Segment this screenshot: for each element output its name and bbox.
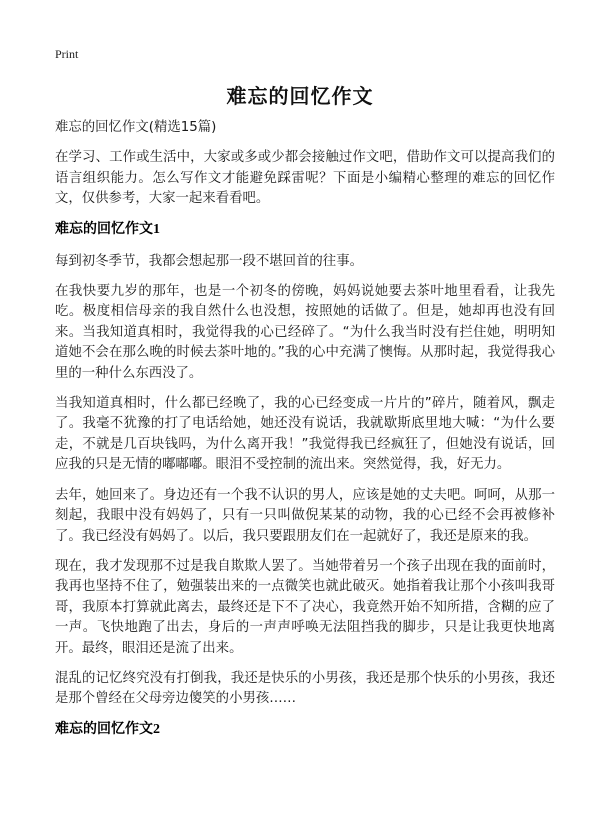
print-label[interactable]: Print — [55, 47, 79, 61]
intro-paragraph: 在学习、工作或生活中，大家或多或少都会接触过作文吧，借助作文可以提高我们的语言组织能力。怎么写作文才能避免踩雷呢？下面是小编精心整理的难忘的回忆作文，仅供参考，大家一起来看看吧。 — [55, 150, 555, 207]
paragraph: 每到初冬季节，我都会想起那一段不堪回首的往事。 — [55, 253, 363, 269]
paragraph: 混乱的记忆终究没有打倒我，我还是快乐的小男孩，我还是那个快乐的小男孩，我还是那个曾经在父母旁边傻笑的小男孩…… — [55, 670, 555, 707]
section-heading-1: 难忘的回忆作文1 — [55, 221, 160, 237]
page-title: 难忘的回忆作文 — [226, 84, 374, 108]
paragraph: 现在，我才发现那不过是我自欺欺人罢了。当她带着另一个孩子出现在我的面前时，我再也坚持不住了，勉强装出来的一点微笑也就此破灭。她指着我让那个小孩叫我哥哥，我原本打算就此离去，最终还是下不了决心，我竟然开始不知所措，含糊的应了一声。飞快地跑了出去，身后的一声声呼唤无法阻挡我的脚步，只是让我更快地离开。最终，眼泪还是流了出来。 — [55, 558, 555, 656]
document-subtitle: 难忘的回忆作文(精选15篇) — [55, 120, 217, 135]
document-body — [55, 118, 555, 752]
paragraph: 去年，她回来了。身边还有一个我不认识的男人，应该是她的丈夫吧。呵呵，从那一刻起，我眼中没有妈妈了，只有一只叫做倪某某的动物，我的心已经不会再被修补了。我已经没有妈妈了。以后，我只要跟朋友们在一起就好了，我还是原来的我。 — [55, 487, 555, 544]
paragraph: 在我快要九岁的那年，也是一个初冬的傍晚，妈妈说她要去茶叶地里看看，让我先吃。极度相信母亲的我自然什么也没想，按照她的话做了。但是，她却再也没有回来。当我知道真相时，我觉得我的心已经碎了。“为什么我当时没有拦住她，明明知道她不会在那么晚的时候去茶叶地的。”我的心中充满了懊悔。从那时起，我觉得我心里的一种什么东西没了。 — [55, 284, 555, 381]
section-heading-2: 难忘的回忆作文2 — [55, 721, 160, 737]
paragraph: 当我知道真相时，什么都已经晚了，我的心已经变成一片片的”碎片，随着风，飘走了。我毫不犹豫的打了电话给她，她还没有说话，我就歇斯底里地大喊：“为什么要走，不就是几百块钱吗，为什么离开我！”我觉得我已经疯狂了，但她没有说话，回应我的只是无情的嘟嘟嘟。眼泪不受控制的流出来。突然觉得，我，好无力。 — [55, 396, 555, 473]
